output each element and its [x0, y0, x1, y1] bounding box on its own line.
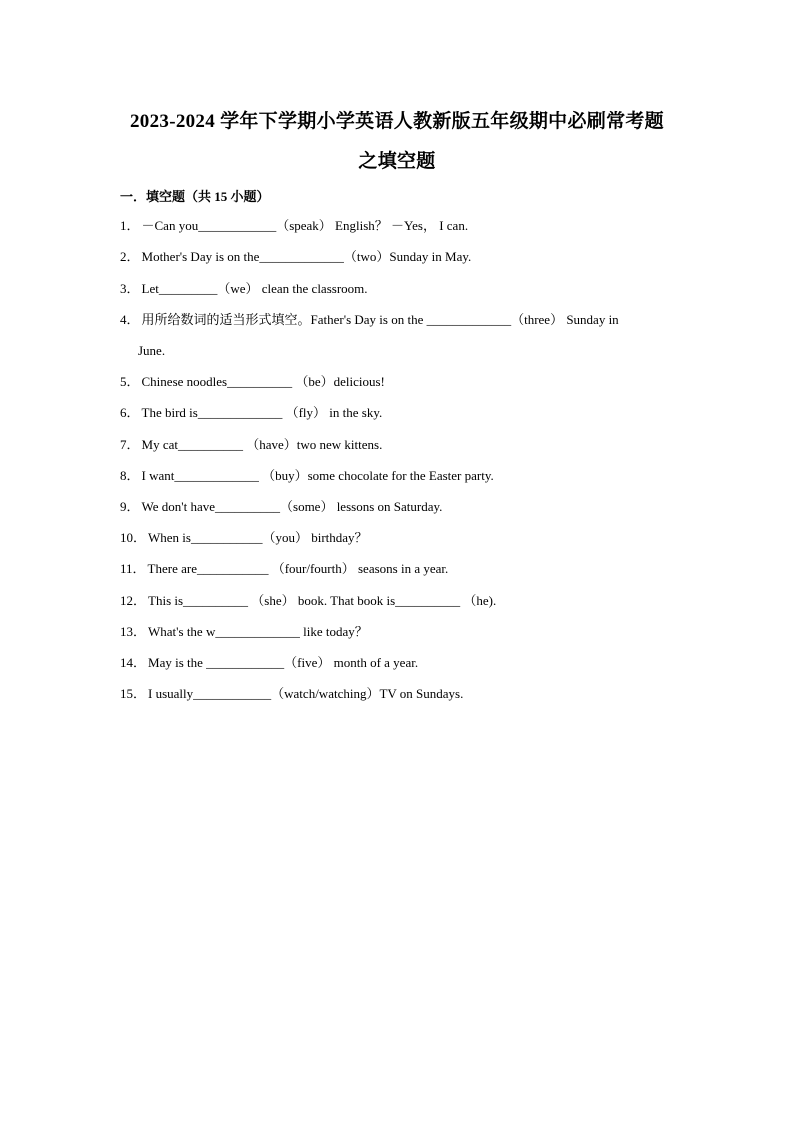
question-4 [120, 311, 619, 360]
question-3 [120, 280, 368, 298]
question-number: 14． [120, 655, 147, 670]
question-9 [120, 498, 442, 516]
question-14 [120, 654, 418, 672]
question-number: 1． [120, 218, 140, 233]
question-10 [120, 529, 368, 547]
question-number: 4． [120, 312, 140, 327]
question-text: May is the ____________（five） month of a year. [148, 655, 419, 670]
question-2 [120, 248, 471, 266]
question-number: 5． [120, 374, 140, 389]
question-text: We don't have__________（some） lessons on Saturday. [141, 499, 443, 514]
question-text: 用所给数词的适当形式填空。Father's Day is on the _____________（three） Sunday in [141, 312, 619, 327]
question-number: 2． [120, 249, 140, 264]
question-text: －Can you____________（speak） English？ －Yes， I can. [141, 218, 469, 233]
question-text: The bird is_____________ （fly） in the sky. [141, 405, 383, 420]
question-text: Chinese noodles__________ （be）delicious! [141, 374, 385, 389]
document-title-line-2: 之填空题 [358, 151, 436, 172]
question-number: 15． [120, 686, 147, 701]
question-5 [120, 373, 385, 391]
question-7 [120, 436, 382, 454]
question-6 [120, 404, 382, 422]
question-text: I want_____________ （buy）some chocolate for the Easter party. [141, 468, 494, 483]
question-12 [120, 592, 496, 610]
question-text: There are___________ （four/fourth） seasons in a year. [147, 561, 449, 576]
question-number: 9． [120, 499, 140, 514]
question-number: 7． [120, 437, 140, 452]
question-number: 10． [120, 530, 147, 545]
question-text: Mother's Day is on the_____________（two）Sunday in May. [141, 249, 472, 264]
question-11 [120, 560, 448, 578]
question-text: When is___________（you） birthday？ [148, 530, 368, 545]
question-number: 3． [120, 281, 140, 296]
question-number: 13． [120, 624, 147, 639]
question-text-continuation: June. [138, 343, 166, 358]
question-number: 6． [120, 405, 140, 420]
question-text: My cat__________ （have）two new kittens. [141, 437, 383, 452]
question-text: Let_________（we） clean the classroom. [141, 281, 368, 296]
question-1 [120, 217, 468, 235]
question-text: I usually____________（watch/watching）TV on Sundays. [148, 686, 464, 701]
question-15 [120, 685, 463, 703]
document-title-line-1: 2023-2024 学年下学期小学英语人教新版五年级期中必刷常考题 [130, 111, 664, 132]
question-number: 8． [120, 468, 140, 483]
question-13 [120, 623, 368, 641]
section-heading: 一．填空题（共 15 小题） [120, 189, 270, 204]
question-text: What's the w_____________ like today？ [148, 624, 368, 639]
question-text: This is__________ （she） book. That book is__________ （he). [148, 593, 497, 608]
question-number: 11． [120, 561, 146, 576]
question-number: 12． [120, 593, 147, 608]
question-8 [120, 467, 494, 485]
